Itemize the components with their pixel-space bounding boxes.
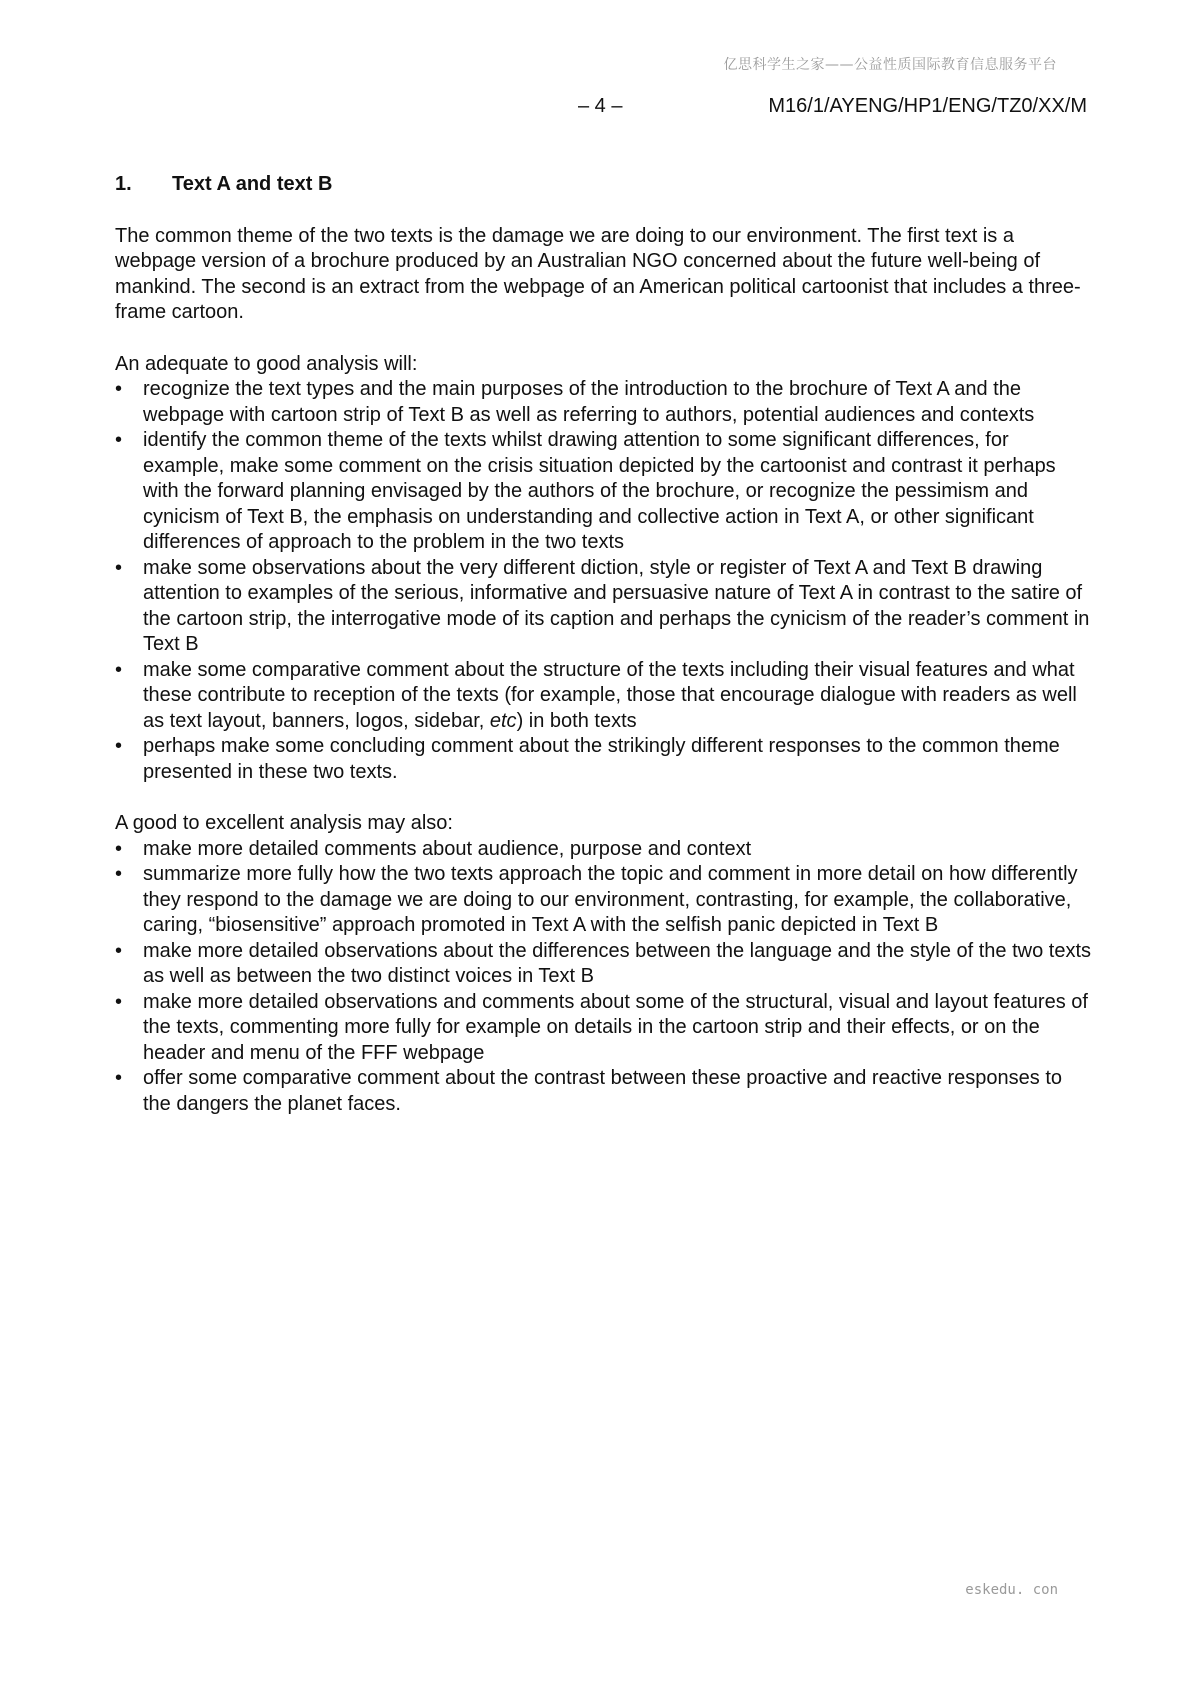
list-item	[115, 658, 1095, 735]
watermark-header-text: 亿思科学生之家——公益性质国际教育信息服务平台	[723, 57, 1057, 73]
list-item-text-part: ) in both texts	[516, 709, 637, 732]
list-item-text: make more detailed comments about audience, purpose and context	[143, 837, 752, 860]
list-item	[115, 377, 1095, 428]
excellent-list	[115, 837, 1095, 1118]
bullet-icon: •	[115, 429, 123, 451]
list-item	[115, 862, 1095, 939]
list-item	[115, 939, 1095, 990]
list-item	[115, 990, 1095, 1067]
bullet-icon: •	[115, 1067, 123, 1089]
list-item-text: identify the common theme of the texts whilst drawing attention to some significant differences, for example, make some comment on the crisis situation depicted by the cartoonist and contrast it perhaps with the forward planning envisaged by the authors of the brochure, or recognize the pessimism and cynicism of Text B, the emphasis on understanding and collective action in Text A, or other significant differences of approach to the problem in the two texts	[143, 429, 1056, 553]
document-code: M16/1/AYENG/HP1/ENG/TZ0/XX/M	[768, 95, 1087, 117]
section-title: Text A and text B	[172, 173, 333, 195]
bullet-icon: •	[115, 378, 123, 400]
list-item-text: make some observations about the very different diction, style or register of Text A and Text B drawing attention to examples of the serious, informative and persuasive nature of Text A in contrast to the satire of the cartoon strip, the interrogative mode of its caption and perhaps the cynicism of the reader’s comment in Text B	[143, 556, 1090, 655]
bullet-icon: •	[115, 863, 123, 885]
watermark-footer-text: eskedu. con	[965, 1582, 1058, 1598]
intro-paragraph: The common theme of the two texts is the damage we are doing to our environment. The first text is a webpage version of a brochure produced by an Australian NGO concerned about the future well-being of mankind. The second is an extract from the webpage of an American political cartoonist that includes a three-frame cartoon.	[115, 224, 1081, 323]
adequate-list	[115, 377, 1095, 785]
list-item-text: recognize the text types and the main purposes of the introduction to the brochure of Text A and the webpage with cartoon strip of Text B as well as referring to authors, potential audiences and contexts	[143, 378, 1035, 426]
list-item-text: make more detailed observations and comments about some of the structural, visual and layout features of the texts, commenting more fully for example on details in the cartoon strip and their effects, or on the header and menu of the FFF webpage	[143, 990, 1088, 1064]
list-item-text: offer some comparative comment about the contrast between these proactive and reactive responses to the dangers the planet faces.	[143, 1067, 1063, 1115]
list-item-text: perhaps make some concluding comment about the strikingly different responses to the common theme presented in these two texts.	[143, 735, 1060, 783]
list-item-italic: etc	[489, 709, 517, 732]
page-number: – 4 –	[578, 95, 623, 117]
list-item	[115, 734, 1095, 785]
adequate-lead: An adequate to good analysis will:	[115, 352, 418, 375]
section-heading	[115, 172, 1095, 198]
list-item-text	[143, 659, 1077, 732]
list-item-text-part: make some comparative comment about the structure of the texts including their visual features and what these contribute to reception of the texts (for example, those that encourage dialogue with readers as well as text layout, banners, logos, sidebar,	[143, 658, 1077, 732]
bullet-icon: •	[115, 658, 123, 681]
list-item	[115, 1066, 1095, 1117]
bullet-icon: •	[115, 735, 123, 757]
list-item	[115, 428, 1095, 556]
list-item	[115, 556, 1095, 658]
main-content	[115, 172, 1095, 1143]
list-item-text: make more detailed observations about the differences between the language and the style of the two texts as well as between the two distinct voices in Text B	[143, 939, 1092, 987]
bullet-icon: •	[115, 556, 123, 579]
bullet-icon: •	[115, 990, 123, 1013]
list-item-text: summarize more fully how the two texts approach the topic and comment in more detail on how differently they respond to the damage we are doing to our environment, contrasting, for example, the collaborative, caring, “biosensitive” approach promoted in Text A with the selfish panic depicted in Text B	[143, 863, 1078, 936]
bullet-icon: •	[115, 939, 123, 962]
bullet-icon: •	[115, 837, 123, 860]
section-number: 1.	[115, 173, 132, 195]
excellent-lead: A good to excellent analysis may also:	[115, 812, 453, 834]
list-item	[115, 837, 1095, 863]
